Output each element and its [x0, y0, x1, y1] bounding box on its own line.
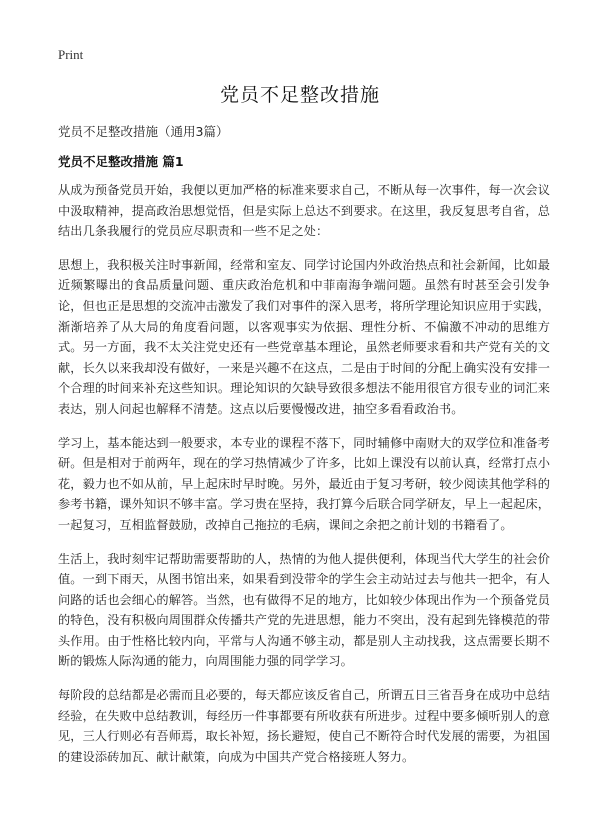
paragraph-summary: 每阶段的总结都是必需而且必要的，每天都应该反省自己，所谓五日三省吾身在成功中总结经验，在失败中总结教训，每经历一件事都要有所收获有所进步。过程中要多倾听别人的意见，三人行则必有吾师焉，取长补短，扬长避短，使自己不断符合时代发展的需要，为祖国的建设添砖加瓦、献计献策，向成为中国共产党合格接班人努力。: [58, 688, 550, 764]
paragraph-study: 学习上，基本能达到一般要求，本专业的课程不落下，同时辅修中南财大的双学位和准备考研。但是相对于前两年，现在的学习热情减少了许多，比如上课没有以前认真，经常打点小花，毅力也不如从前，早上起床时早时晚。另外，最近由于复习考研，较少阅读其他学科的参考书籍，课外知识不够丰富。学习贵在坚持，我打算今后联合同学研友，早上一起起床，一起复习，互相监督鼓励，改掉自己拖拉的毛病，课间之余把之前计划的书籍看了。: [58, 435, 550, 532]
document-body: [58, 180, 550, 780]
paragraph-thought: 思想上，我积极关注时事新闻，经常和室友、同学讨论国内外政治热点和社会新闻，比如最近频繁曝出的食品质量问题、重庆政治危机和中菲南海争端问题。虽然有时甚至会引发争论，但也正是思想的交流冲击激发了我们对事件的深入思考，将所学理论知识应用于实践，渐渐培养了从大局的角度看问题，以客观事实为依据、理性分析、不偏激不冲动的思维方式。另一方面，我不太关注党史还有一些党章基本理论，虽然老师要求看和共产党有关的文献，长久以来我却没有做好，一来是兴趣不在这点，二是由于时间的分配上确实没有安排一个合理的时间来补充这些知识。理论知识的欠缺导致很多想法不能用很官方很专业的词汇来表达，别人问起也解释不清楚。这点以后要慢慢改进，抽空多看看政治书。: [58, 257, 550, 416]
paragraph-life: 生活上，我时刻牢记帮助需要帮助的人，热情的为他人提供便利，体现当代大学生的社会价值。一到下雨天，从图书馆出来，如果看到没带伞的学生会主动站过去与他共一把伞，有人问路的话也会细心的解答。当然，也有做得不足的地方，比如较少体现出作为一个预备党员的特色，没有积极向周围群众传播共产党的先进思想，能力不突出，没有起到先锋模范的带头作用。由于性格比较内向，平常与人沟通不够主动，都是别人主动找我，这点需要长期不断的锻炼人际沟通的能力，向周围能力强的同学学习。: [58, 551, 550, 669]
document-title: 党员不足整改措施: [219, 84, 380, 106]
paragraph-intro: 从成为预备党员开始，我便以更加严格的标准来要求自己，不断从每一次事件，每一次会议中汲取精神，提高政治思想觉悟，但是实际上总达不到要求。在这里，我反复思考自省，总结出几条我履行的党员应尽职责和一些不足之处：: [58, 183, 550, 239]
print-label: Print: [58, 47, 84, 62]
document-subtitle: 党员不足整改措施（通用3篇）: [58, 124, 229, 139]
section-heading: 党员不足整改措施 篇1: [58, 154, 184, 169]
